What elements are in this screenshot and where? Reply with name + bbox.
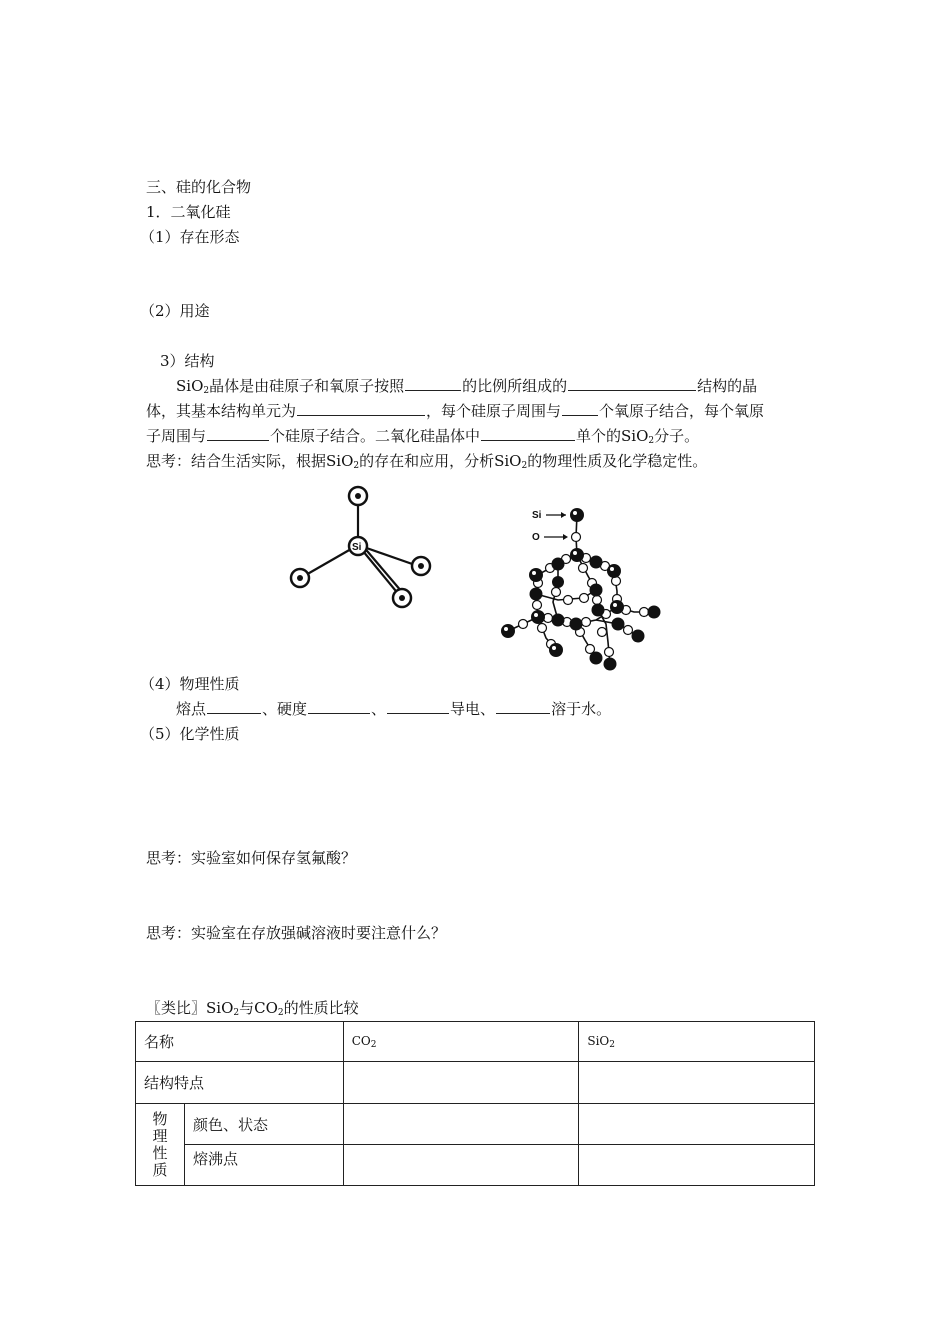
table-row [136, 1145, 815, 1186]
item-existence-form: （1）存在形态 [140, 228, 240, 246]
table-row [136, 1062, 815, 1104]
section-title: 三、硅的化合物 [146, 178, 252, 196]
header-name: 名称 [136, 1022, 344, 1062]
item-structure: 3）结构 [160, 352, 215, 370]
sio4-tetrahedron-figure [280, 482, 440, 612]
cell-sio2-structure[interactable] [579, 1062, 815, 1104]
cell-sio2-color-state[interactable] [579, 1104, 815, 1145]
blank-hardness[interactable] [308, 699, 370, 714]
structure-line-2: 体，其基本结构单元为 ，每个硅原子周围与 个氧原子结合，每个氧原 [146, 402, 765, 420]
blank-ratio[interactable] [405, 376, 461, 391]
blank-conduct[interactable] [387, 699, 449, 714]
cell-co2-color-state[interactable] [343, 1104, 579, 1145]
blank-basic-unit[interactable] [297, 401, 425, 416]
structure-line-3: 子周围与 个硅原子结合。二氧化硅晶体中 单个的SiO$_2$分子。 [146, 427, 700, 446]
analogy-title: 〖类比〗SiO$_2$与$CO_2$的性质比较 [146, 999, 359, 1018]
cell-co2-mp-bp[interactable] [343, 1145, 579, 1186]
item-physical-properties: （4）物理性质 [140, 675, 240, 693]
blank-melting-point[interactable] [207, 699, 261, 714]
item-chemical-properties: （5）化学性质 [140, 725, 240, 743]
item-uses: （2）用途 [140, 302, 210, 320]
physical-properties-label: 物 理 性 质 [136, 1104, 185, 1186]
legend-o-label: O [532, 532, 540, 543]
physical-properties-line: 熔点 、硬度 、 导电、 溶于水。 [176, 700, 612, 718]
table-row [136, 1022, 815, 1062]
header-sio2: SiO$_2$ [579, 1022, 815, 1062]
think-hf-storage: 思考：实验室如何保存氢氟酸？ [146, 849, 357, 867]
comparison-table [135, 1021, 815, 1186]
header-co2: $CO_2$ [343, 1022, 579, 1062]
row-color-state-label: 颜色、状态 [184, 1104, 343, 1145]
blank-exists[interactable] [481, 426, 575, 441]
tetra-si-label: Si [352, 542, 362, 553]
row-structure-label: 结构特点 [136, 1062, 344, 1104]
blank-o-count[interactable] [562, 401, 598, 416]
subsection-title: 1．二氧化硅 [146, 203, 231, 221]
structure-line-1: SiO$_2$晶体是由硅原子和氧原子按照 的比例所组成的 结构的晶 [176, 377, 758, 396]
cell-co2-structure[interactable] [343, 1062, 579, 1104]
think-sio2-properties: 思考：结合生活实际，根据SiO$_2$的存在和应用，分析SiO$_2$的物理性质及化学稳定性。 [146, 452, 708, 471]
row-mp-bp-label: 熔沸点 [184, 1145, 343, 1186]
cell-sio2-mp-bp[interactable] [579, 1145, 815, 1186]
sio2-crystal-figure [488, 502, 673, 674]
think-alkali-storage: 思考：实验室在存放强碱溶液时要注意什么？ [146, 924, 447, 942]
legend-si-label: Si [532, 510, 542, 521]
blank-structure-type[interactable] [568, 376, 696, 391]
blank-solubility[interactable] [496, 699, 550, 714]
blank-si-count[interactable] [207, 426, 269, 441]
table-row [136, 1104, 815, 1145]
